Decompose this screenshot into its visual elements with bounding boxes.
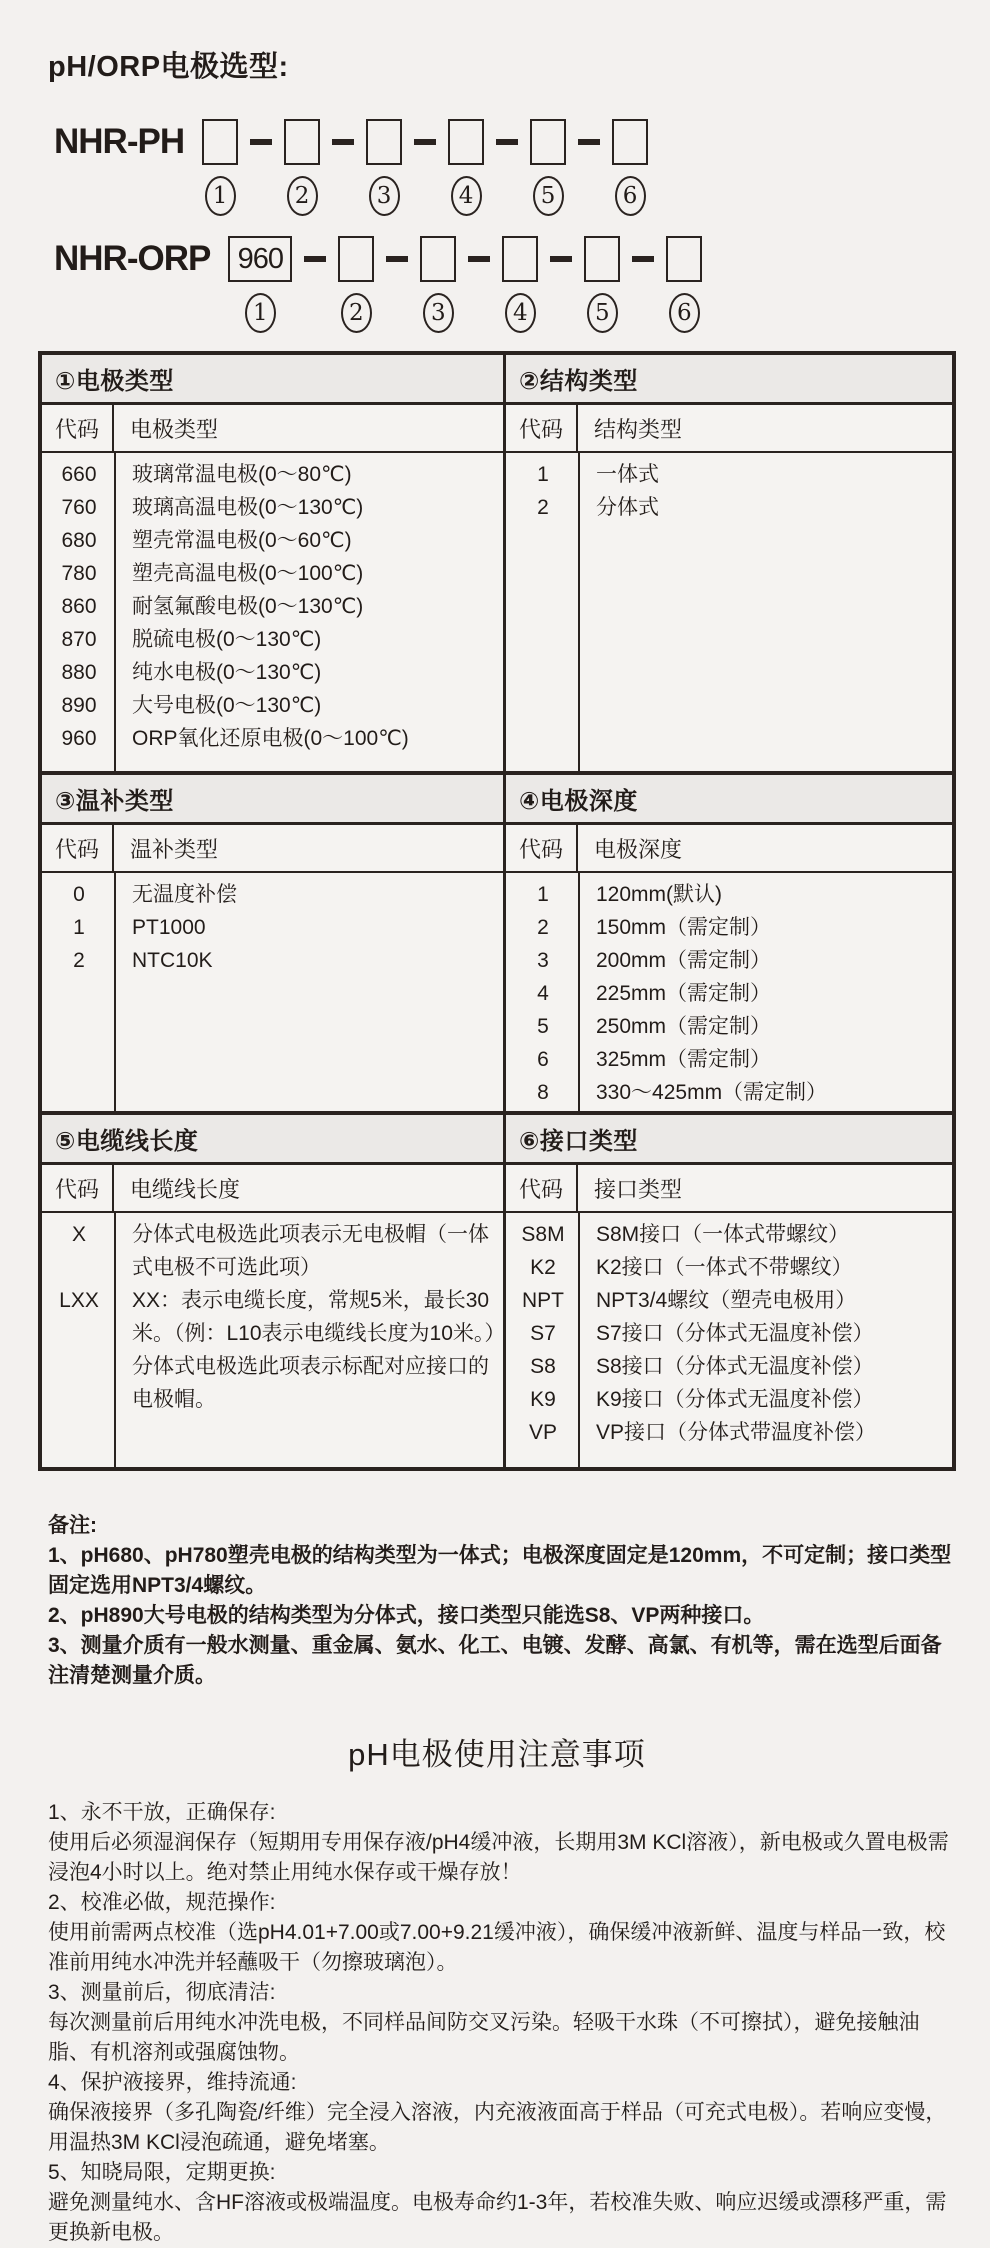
row-desc: 塑壳常温电极(0～60℃) [132,529,352,552]
dash-separator [332,139,354,145]
usage-item-title: 1、永不干放，正确保存: [48,1801,276,1824]
row-code: K2 [530,1256,556,1279]
model-code-box [202,119,238,165]
row-desc: 脱硫电极(0～130℃) [132,628,322,651]
table-row [506,977,952,1010]
table-header-row [42,405,503,453]
table-temp-compensation [42,775,506,1111]
model-slot [584,236,620,333]
model-code-box [284,119,320,165]
row-desc: K9接口（分体式无温度补偿） [596,1388,874,1411]
table-row [506,878,952,911]
table-row [506,1416,952,1449]
table-row [42,557,503,590]
row-code: S8M [521,1223,565,1246]
table-row [506,1043,952,1076]
table-row [42,1218,503,1284]
dash-separator [304,256,326,262]
table-row [42,623,503,656]
model-slot [202,119,238,216]
row-desc: 分体式 [596,496,659,519]
code-column-header: 代码 [42,405,114,451]
table-row [42,590,503,623]
position-number-circle: 4 [505,293,536,333]
table-row [42,656,503,689]
table-interface-type [506,1115,952,1467]
row-desc: PT1000 [132,916,206,939]
dash-separator [550,256,572,262]
row-code: 0 [73,883,85,906]
table-structure-type [506,355,952,771]
row-desc: VP接口（分体式带温度补偿） [596,1421,877,1444]
desc-column-header: 电极类型 [130,416,219,442]
row-desc: ORP氧化还原电极(0～100℃) [132,727,409,750]
table-electrode-type [42,355,506,771]
row-code: 5 [537,1015,549,1038]
position-number-circle: 2 [287,176,318,216]
row-code: 1 [537,883,549,906]
row-desc: 200mm（需定制） [596,949,772,972]
usage-section [38,1729,956,2248]
row-code: VP [528,1421,557,1444]
usage-item-body: 使用后必须湿润保存（短期用专用保存液/pH4缓冲液，长期用3M KCl溶液），新电极或久置电极需浸泡4小时以上。绝对禁止用纯水保存或干燥存放！ [48,1831,949,1884]
usage-item-title: 4、保护液接界，维持流通: [48,2071,297,2094]
row-code: X [71,1223,86,1246]
model-slot [502,236,538,333]
table-title: ③温补类型 [42,775,503,825]
usage-item-title: 5、知晓局限，定期更换: [48,2161,276,2184]
position-number-circle: 2 [341,293,372,333]
table-header-row [42,825,503,873]
row-code: 860 [61,595,97,618]
usage-item-body: 每次测量前后用纯水冲洗电极，不同样品间防交叉污染。轻吸干水珠（不可擦拭），避免接触油脂、有机溶剂或强腐蚀物。 [48,2011,920,2064]
row-desc: 纯水电极(0～130℃) [132,661,322,684]
usage-item [48,1888,954,1978]
remark-item: 1、pH680、pH780塑壳电极的结构类型为一体式；电极深度固定是120mm，不可定制；接口类型固定选用NPT3/4螺纹。 [48,1544,952,1597]
model-label: NHR-PH [54,122,185,161]
row-desc: 分体式电极选此项表示无电极帽（一体式电极不可选此项） [132,1223,489,1279]
row-desc: 225mm（需定制） [596,982,772,1005]
table-body [506,1213,952,1467]
position-number-circle: 5 [533,176,564,216]
page-title: pH/ORP电极选型: [48,51,289,83]
row-code: 2 [73,949,85,972]
table-body [42,873,503,1111]
position-number-circle: 3 [423,293,454,333]
table-row [506,944,952,977]
desc-column-header: 电极深度 [594,836,683,862]
model-code-box [366,119,402,165]
model-slot [420,236,456,333]
table-header-row [506,825,952,873]
dash-separator [414,139,436,145]
table-row [42,524,503,557]
table-row [506,458,952,491]
position-number-circle: 1 [245,293,276,333]
usage-item [48,1978,954,2068]
row-desc: 330～425mm（需定制） [596,1081,828,1104]
table-title: ①电极类型 [42,355,503,405]
table-row [42,944,503,977]
model-slot [530,119,566,216]
position-number-circle: 6 [615,176,646,216]
usage-heading: pH电极使用注意事项 [348,1737,646,1772]
row-desc: 150mm（需定制） [596,916,772,939]
model-code-box [612,119,648,165]
usage-list [48,1798,954,2248]
usage-item-body: 使用前需两点校准（选pH4.01+7.00或7.00+9.21缓冲液），确保缓冲液新鲜、温度与样品一致，校准前用纯水冲洗并轻蘸吸干（勿擦玻璃泡）。 [48,1921,946,1974]
usage-item-body: 避免测量纯水、含HF溶液或极端温度。电极寿命约1-3年，若校准失败、响应迟缓或漂移严重，需更换新电极。 [48,2191,947,2244]
desc-column-header: 电缆线长度 [130,1176,241,1202]
row-code: 870 [61,628,97,651]
usage-item [48,1798,954,1888]
desc-column-header: 温补类型 [130,836,219,862]
row-desc: 325mm（需定制） [596,1048,772,1071]
model-code-box [338,236,374,282]
table-row [506,1218,952,1251]
row-code: 680 [61,529,97,552]
code-column-header: 代码 [506,405,578,451]
row-desc: XX：表示电缆长度，常规5米，最长30米。（例：L10表示电缆线长度为10米。）分体式电极选此项表示标配对应接口的电极帽。 [132,1289,495,1411]
row-code: 4 [537,982,549,1005]
table-band-3 [38,1111,956,1471]
row-code: K9 [530,1388,556,1411]
model-slot [228,236,292,333]
row-desc: K2接口（一体式不带螺纹） [596,1256,853,1279]
table-row [506,1383,952,1416]
table-row [506,911,952,944]
table-row [42,1284,503,1416]
model-code-box [420,236,456,282]
model-diagram-nhr-ph [54,119,956,216]
remarks-section [48,1511,952,1691]
table-body [506,873,952,1111]
model-diagram-nhr-orp [54,236,956,333]
desc-column-header: 接口类型 [594,1176,683,1202]
usage-item-title: 3、测量前后，彻底清洁: [48,1981,276,2004]
row-code: LXX [59,1289,99,1312]
table-row [506,1010,952,1043]
model-slot [284,119,320,216]
dash-separator [468,256,490,262]
row-desc: 250mm（需定制） [596,1015,772,1038]
row-code: 960 [61,727,97,750]
row-desc: 120mm(默认) [596,883,723,906]
usage-item [48,2068,954,2158]
row-desc: 无温度补偿 [132,883,237,906]
code-column-header: 代码 [42,825,114,871]
table-row [42,689,503,722]
table-row [42,491,503,524]
row-desc: NTC10K [132,949,213,972]
table-row [42,878,503,911]
remarks-label: 备注: [48,1514,97,1537]
dash-separator [496,139,518,145]
position-number-circle: 1 [205,176,236,216]
remarks-list [48,1541,952,1691]
table-title: ⑤电缆线长度 [42,1115,503,1165]
usage-item-body: 确保液接界（多孔陶瓷/纤维）完全浸入溶液，内充液液面高于样品（可充式电极）。若响应变慢，用温热3M KCl浸泡疏通，避免堵塞。 [48,2101,947,2154]
row-code: 880 [61,661,97,684]
row-code: 3 [537,949,549,972]
table-row [506,1251,952,1284]
row-code: 1 [73,916,85,939]
position-number-circle: 4 [451,176,482,216]
model-slots [228,236,702,333]
model-slots [202,119,648,216]
row-code: S8 [530,1355,556,1378]
row-desc: 耐氢氟酸电极(0～130℃) [132,595,364,618]
table-cable-length [42,1115,506,1467]
table-row [506,1076,952,1109]
table-row [42,722,503,755]
table-band-2 [38,771,956,1115]
row-code: 1 [537,463,549,486]
table-row [506,1284,952,1317]
row-code: S7 [530,1322,556,1345]
table-header-row [42,1165,503,1213]
model-label: NHR-ORP [54,239,211,278]
table-body [506,453,952,771]
code-column-header: 代码 [506,825,578,871]
dash-separator [386,256,408,262]
remark-item: 3、测量介质有一般水测量、重金属、氨水、化工、电镀、发酵、高氯、有机等，需在选型后面备注清楚测量介质。 [48,1634,942,1687]
position-number-circle: 6 [669,293,700,333]
row-desc: 塑壳高温电极(0～100℃) [132,562,364,585]
model-code-box [666,236,702,282]
model-slot [612,119,648,216]
row-desc: S8接口（分体式无温度补偿） [596,1355,874,1378]
usage-item [48,2158,954,2248]
model-code-box [502,236,538,282]
table-row [506,1317,952,1350]
model-code-box: 960 [228,236,292,282]
code-column-header: 代码 [506,1165,578,1211]
row-desc: 玻璃常温电极(0～80℃) [132,463,352,486]
model-slot [338,236,374,333]
row-code: 660 [61,463,97,486]
model-code-box [448,119,484,165]
row-code: 8 [537,1081,549,1104]
model-slot [448,119,484,216]
row-code: 2 [537,916,549,939]
remark-item: 2、pH890大号电极的结构类型为分体式，接口类型只能选S8、VP两种接口。 [48,1604,765,1627]
selection-tables [38,351,956,1471]
row-code: 760 [61,496,97,519]
row-desc: S8M接口（一体式带螺纹） [596,1223,850,1246]
model-code-box [584,236,620,282]
table-body [42,1213,503,1467]
code-column-header: 代码 [42,1165,114,1211]
table-row [42,911,503,944]
model-slot [366,119,402,216]
table-header-row [506,405,952,453]
table-row [506,1350,952,1383]
table-row [42,458,503,491]
table-band-1 [38,351,956,775]
table-title: ⑥接口类型 [506,1115,952,1165]
table-title: ②结构类型 [506,355,952,405]
table-header-row [506,1165,952,1213]
dash-separator [578,139,600,145]
table-title: ④电极深度 [506,775,952,825]
row-desc: 大号电极(0～130℃) [132,694,322,717]
model-slot [666,236,702,333]
row-code: 2 [537,496,549,519]
position-number-circle: 5 [587,293,618,333]
position-number-circle: 3 [369,176,400,216]
row-code: NPT [522,1289,564,1312]
row-code: 890 [61,694,97,717]
row-desc: S7接口（分体式无温度补偿） [596,1322,874,1345]
row-desc: 玻璃高温电极(0～130℃) [132,496,364,519]
table-row [506,491,952,524]
row-code: 780 [61,562,97,585]
usage-item-title: 2、校准必做，规范操作: [48,1891,276,1914]
desc-column-header: 结构类型 [594,416,683,442]
dash-separator [632,256,654,262]
model-code-box [530,119,566,165]
row-desc: 一体式 [596,463,659,486]
row-code: 6 [537,1048,549,1071]
row-desc: NPT3/4螺纹（塑壳电极用） [596,1289,857,1312]
dash-separator [250,139,272,145]
table-body [42,453,503,771]
table-electrode-depth [506,775,952,1111]
